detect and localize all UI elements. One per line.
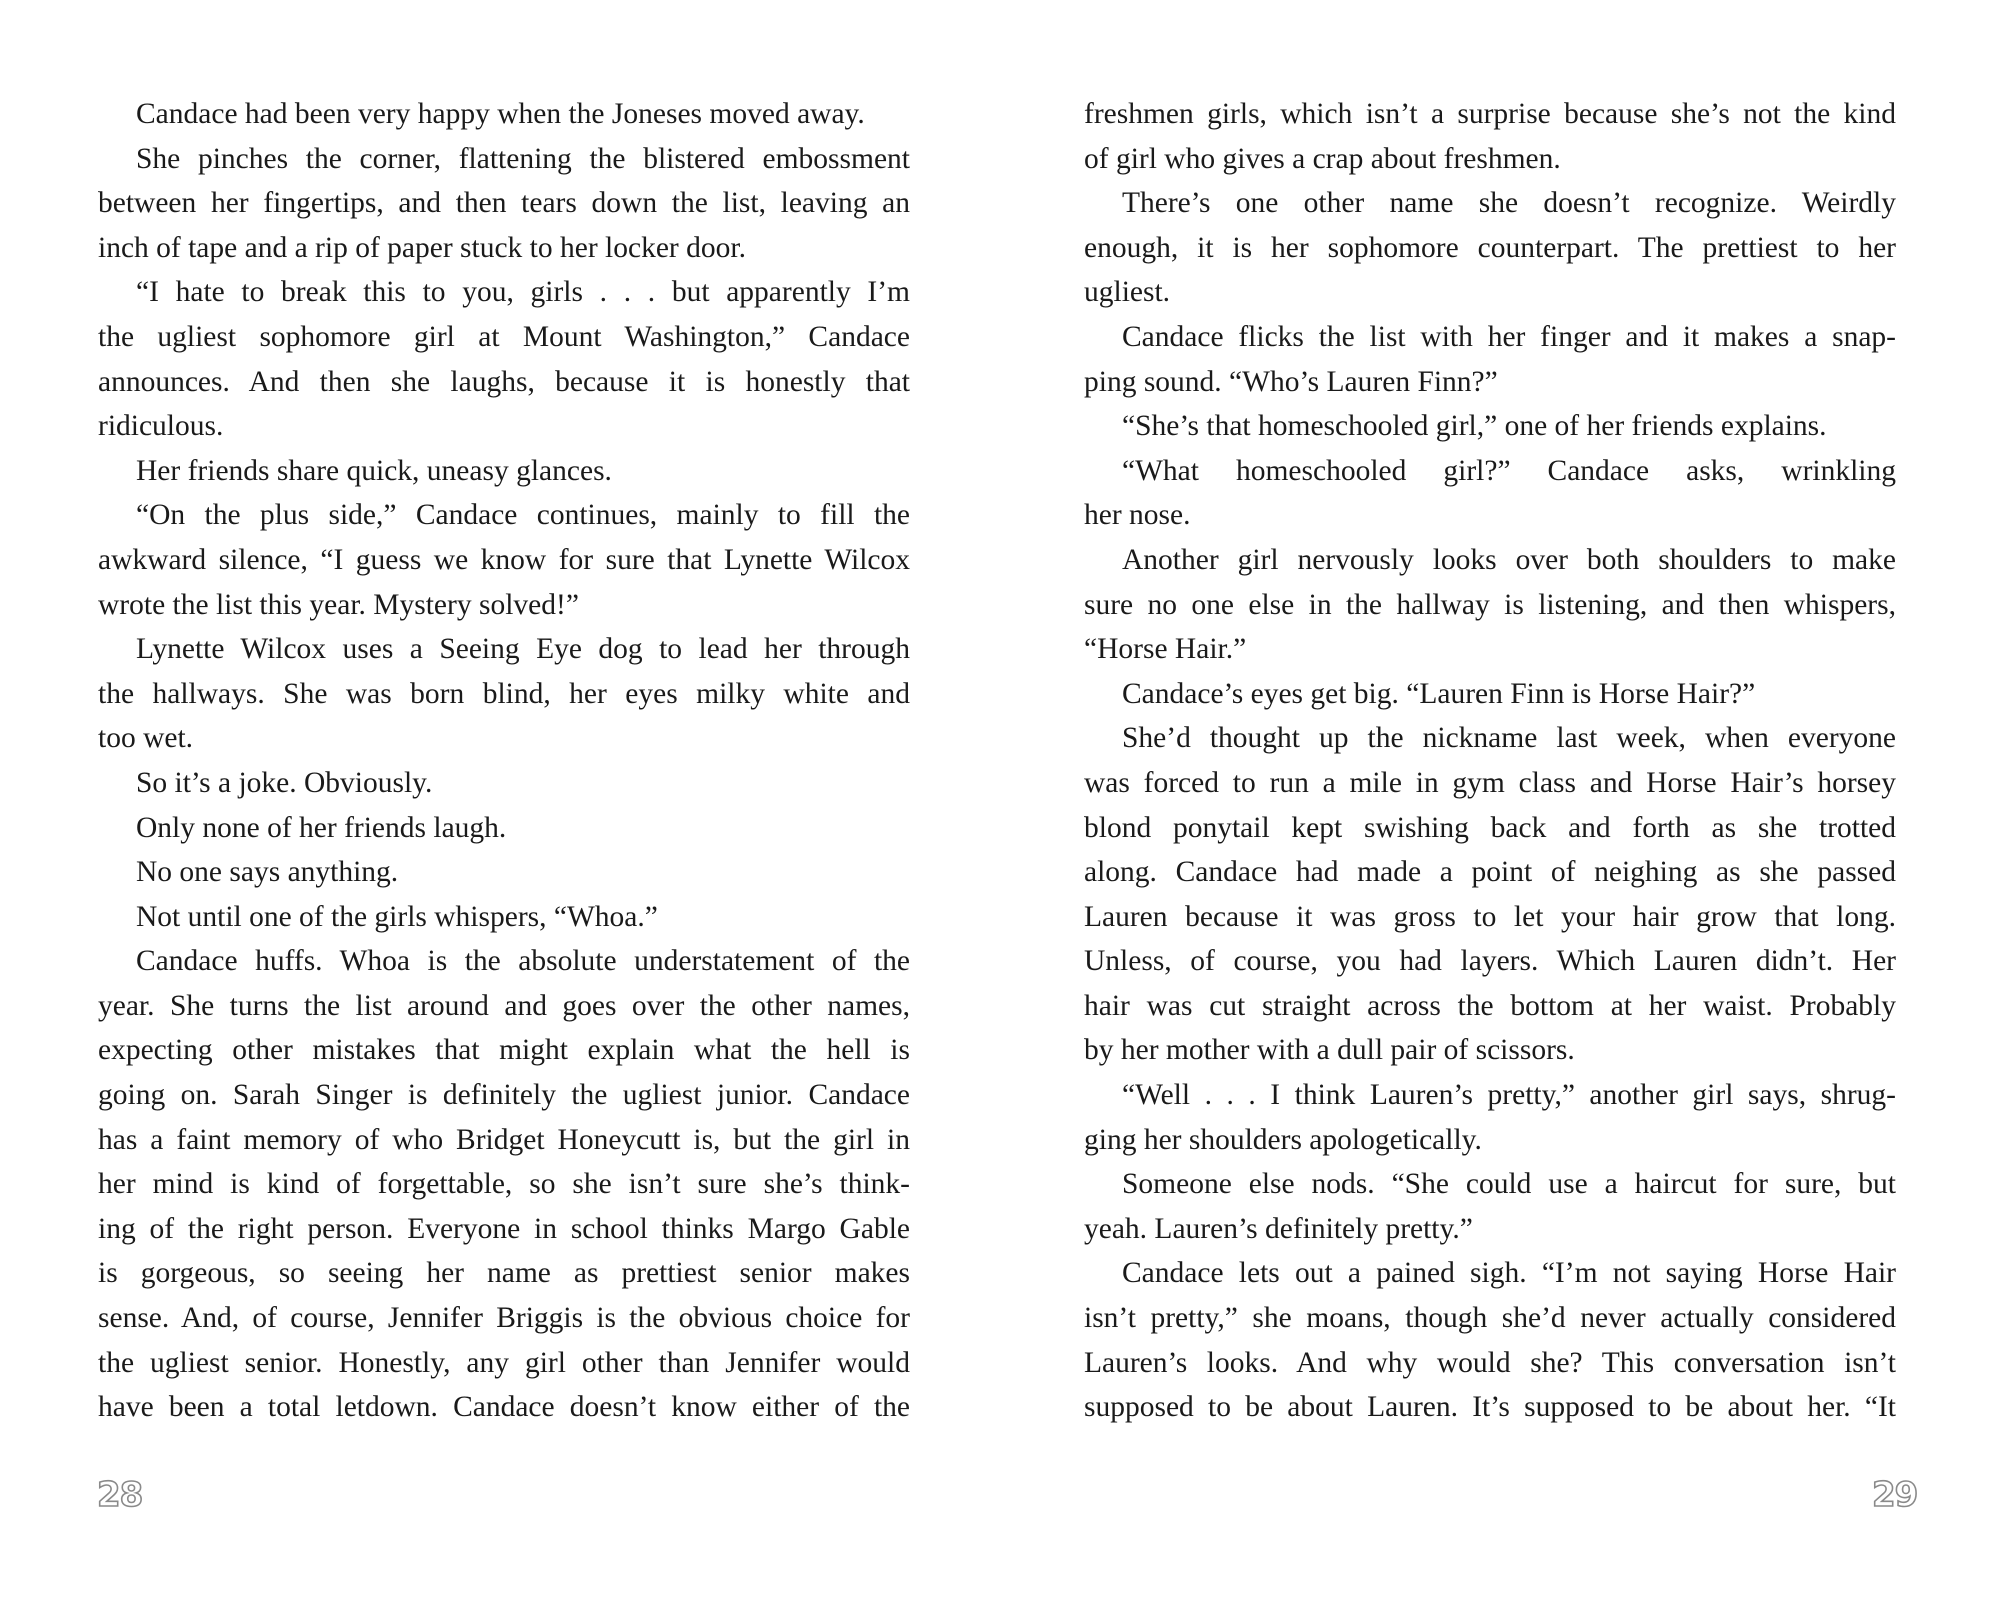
text-line: Candace had been very happy when the Joneses moved away. [136,98,865,130]
text-line: the ugliest sophomore girl at Mount Washington,” Candace [98,320,910,353]
right-page-text [1084,92,1896,1430]
text-line: blond ponytail kept swishing back and forth as she trotted [1084,811,1896,844]
text-line: expecting other mistakes that might explain what the hell is [98,1034,910,1067]
text-line: She pinches the corner, flattening the blistered embossment [136,142,910,175]
text-line: along. Candace had made a point of neighing as she passed [1084,856,1896,889]
text-line: She’d thought up the nickname last week, when everyone [1122,722,1896,755]
text-line: No one says anything. [136,856,399,889]
text-line: too wet. [98,722,194,755]
text-line: “On the plus side,” Candace continues, mainly to fill the [136,499,910,532]
text-line: “What homeschooled girl?” Candace asks, wrinkling [1122,454,1896,487]
text-line: supposed to be about Lauren. It’s supposed to be about her. “It [1084,1391,1896,1424]
text-line: the ugliest senior. Honestly, any girl other than Jennifer would [98,1346,910,1379]
text-line: Another girl nervously looks over both shoulders to make [1122,543,1896,576]
text-line: Someone else nods. “She could use a haircut for sure, but [1122,1168,1896,1201]
text-line: isn’t pretty,” she moans, though she’d never actually considered [1084,1302,1896,1335]
page-number-left: 28 [97,1475,143,1515]
text-line: ping sound. “Who’s Lauren Finn?” [1084,365,1498,398]
text-line: of girl who gives a crap about freshmen. [1084,142,1561,175]
text-line: has a faint memory of who Bridget Honeycutt is, but the girl in [98,1123,910,1156]
text-line: “I hate to break this to you, girls . . . but apparently I’m [136,276,910,309]
text-line: have been a total letdown. Candace doesn’t know either of the [98,1391,910,1424]
text-line: Her friends share quick, uneasy glances. [136,454,612,487]
text-line: ing of the right person. Everyone in school thinks Margo Gable [98,1212,910,1245]
text-line: ridiculous. [98,410,224,443]
text-line: ging her shoulders apologetically. [1084,1123,1482,1156]
text-line: sense. And, of course, Jennifer Briggis is the obvious choice for [98,1302,910,1335]
text-line: hair was cut straight across the bottom at her waist. Probably [1084,989,1896,1022]
text-line: between her fingertips, and then tears down the list, leaving an [98,187,910,220]
text-line: “Horse Hair.” [1084,633,1247,666]
text-line: Not until one of the girls whispers, “Whoa.” [136,900,658,933]
text-line: inch of tape and a rip of paper stuck to her locker door. [98,231,746,264]
text-line: enough, it is her sophomore counterpart. The prettiest to her [1084,231,1896,264]
text-line: her mind is kind of forgettable, so she isn’t sure she’s think- [98,1168,910,1201]
text-line: Lynette Wilcox uses a Seeing Eye dog to lead her through [136,633,910,666]
left-page-text [98,92,910,1430]
text-line: year. She turns the list around and goes over the other names, [98,989,910,1022]
text-line: Lauren because it was gross to let your hair grow that long. [1084,900,1896,933]
text-line: There’s one other name she doesn’t recognize. Weirdly [1122,187,1896,220]
text-line: “Well . . . I think Lauren’s pretty,” another girl says, shrug- [1122,1079,1896,1112]
text-line: Only none of her friends laugh. [136,811,507,844]
text-line: is gorgeous, so seeing her name as prettiest senior makes [98,1257,910,1290]
text-line: Unless, of course, you had layers. Which Lauren didn’t. Her [1084,945,1896,978]
text-line: Candace flicks the list with her finger and it makes a snap- [1122,320,1896,353]
text-line: ugliest. [1084,276,1171,309]
text-line: Candace lets out a pained sigh. “I’m not saying Horse Hair [1122,1257,1896,1290]
page-number-right: 29 [1872,1475,1918,1515]
text-line: by her mother with a dull pair of scissors. [1084,1034,1575,1067]
text-line: announces. And then she laughs, because it is honestly that [98,365,910,398]
text-line: Lauren’s looks. And why would she? This conversation isn’t [1084,1346,1896,1379]
text-line: So it’s a joke. Obviously. [136,766,433,799]
text-line: going on. Sarah Singer is definitely the ugliest junior. Candace [98,1079,910,1112]
text-line: the hallways. She was born blind, her eyes milky white and [98,677,910,710]
text-line: Candace huffs. Whoa is the absolute understatement of the [136,945,910,978]
text-line: awkward silence, “I guess we know for sure that Lynette Wilcox [98,543,910,576]
text-line: freshmen girls, which isn’t a surprise because she’s not the kind [1084,98,1896,130]
text-line: was forced to run a mile in gym class and Horse Hair’s horsey [1084,766,1896,799]
text-line: wrote the list this year. Mystery solved!” [98,588,579,621]
text-line: yeah. Lauren’s definitely pretty.” [1084,1212,1473,1245]
text-line: “She’s that homeschooled girl,” one of her friends explains. [1122,410,1827,443]
text-line: sure no one else in the hallway is listening, and then whispers, [1084,588,1896,621]
text-line: her nose. [1084,499,1191,532]
text-line: Candace’s eyes get big. “Lauren Finn is Horse Hair?” [1122,677,1756,710]
right-page [1000,0,2000,1600]
